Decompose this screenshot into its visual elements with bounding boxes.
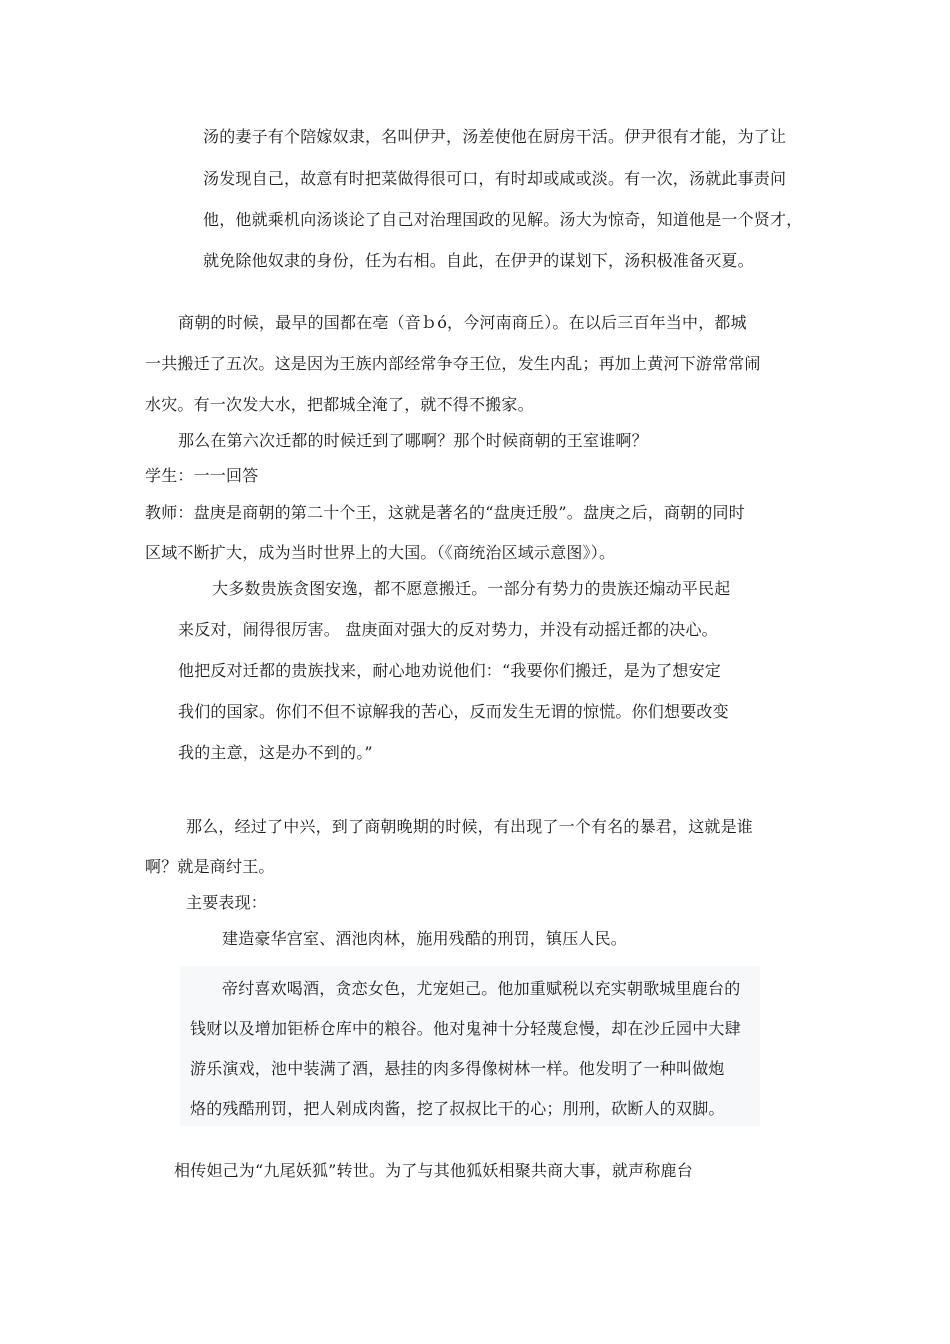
teacher-line: 区域不断扩大，成为当时世界上的大国。（《商统治区域示意图》）。: [145, 543, 616, 562]
paragraph-line: 水灾。有一次发大水，把都城全淹了，就不得不搬家。: [145, 395, 534, 414]
paragraph-line: 商朝的时候，最早的国都在亳（音ｂó，今河南商丘）。在以后三百年当中，都城: [178, 313, 747, 332]
paragraph-line: 就免除他奴隶的身份，任为右相。自此，在伊尹的谋划下，汤积极准备灭夏。: [203, 251, 754, 270]
paragraph-line: 我的主意，这是办不到的。”: [178, 743, 373, 762]
performance-label: 主要表现：: [186, 893, 268, 912]
paragraph-line: 大多数贵族贪图安逸，都不愿意搬迁。一部分有势力的贵族还煽动平民起: [212, 579, 731, 598]
paragraph-line: 汤的妻子有个陪嫁奴隶，名叫伊尹，汤差使他在厨房干活。伊尹很有才能，为了让: [203, 127, 787, 146]
question-line: 那么在第六次迁都的时候迁到了哪啊？那个时候商朝的王室谁啊？: [178, 431, 648, 450]
teacher-line: 教师：盘庚是商朝的第二十个王，这就是著名的“盘庚迁殷”。盘庚之后，商朝的同时: [145, 503, 745, 522]
quote-line: 帝纣喜欢喝酒，贪恋女色，尤宠妲己。他加重赋税以充实朝歌城里鹿台的: [222, 979, 741, 998]
paragraph-line: 他把反对迁都的贵族找来，耐心地劝说他们：“我要你们搬迁，是为了想安定: [178, 661, 721, 680]
paragraph-line: 他，他就乘机向汤谈论了自己对治理国政的见解。汤大为惊奇，知道他是一个贤才，: [203, 210, 803, 229]
paragraph-line: 那么，经过了中兴，到了商朝晚期的时候，有出现了一个有名的暴君，这就是谁: [186, 817, 754, 836]
quote-line: 烙的残酷刑罚，把人剁成肉酱，挖了叔叔比干的心；刖刑，砍断人的双脚。: [190, 1099, 725, 1118]
performance-line: 建造豪华宫室、酒池肉林，施用残酷的刑罚，镇压人民。: [222, 929, 628, 948]
paragraph-line: 来反对，闹得很厉害。 盘庚面对强大的反对势力，并没有动摇迁都的决心。: [178, 620, 718, 639]
paragraph-line: 相传妲己为“九尾妖狐”转世。为了与其他狐妖相聚共商大事，就声称鹿台: [174, 1161, 693, 1180]
student-line: 学生：一一回答: [145, 466, 259, 485]
quote-line: 钱财以及增加钜桥仓库中的粮谷。他对鬼神十分轻蔑怠慢，却在沙丘园中大肆: [190, 1019, 741, 1038]
paragraph-line: 我们的国家。你们不但不谅解我的苦心，反而发生无谓的惊慌。你们想要改变: [178, 702, 729, 721]
paragraph-line: 啊？就是商纣王。: [145, 857, 275, 876]
quote-line: 游乐演戏，池中装满了酒，悬挂的肉多得像树林一样。他发明了一种叫做炮: [190, 1059, 725, 1078]
paragraph-line: 一共搬迁了五次。这是因为王族内部经常争夺王位，发生内乱；再加上黄河下游常常闹: [145, 354, 761, 373]
paragraph-line: 汤发现自己，故意有时把菜做得很可口，有时却或咸或淡。有一次，汤就此事责问: [203, 169, 787, 188]
